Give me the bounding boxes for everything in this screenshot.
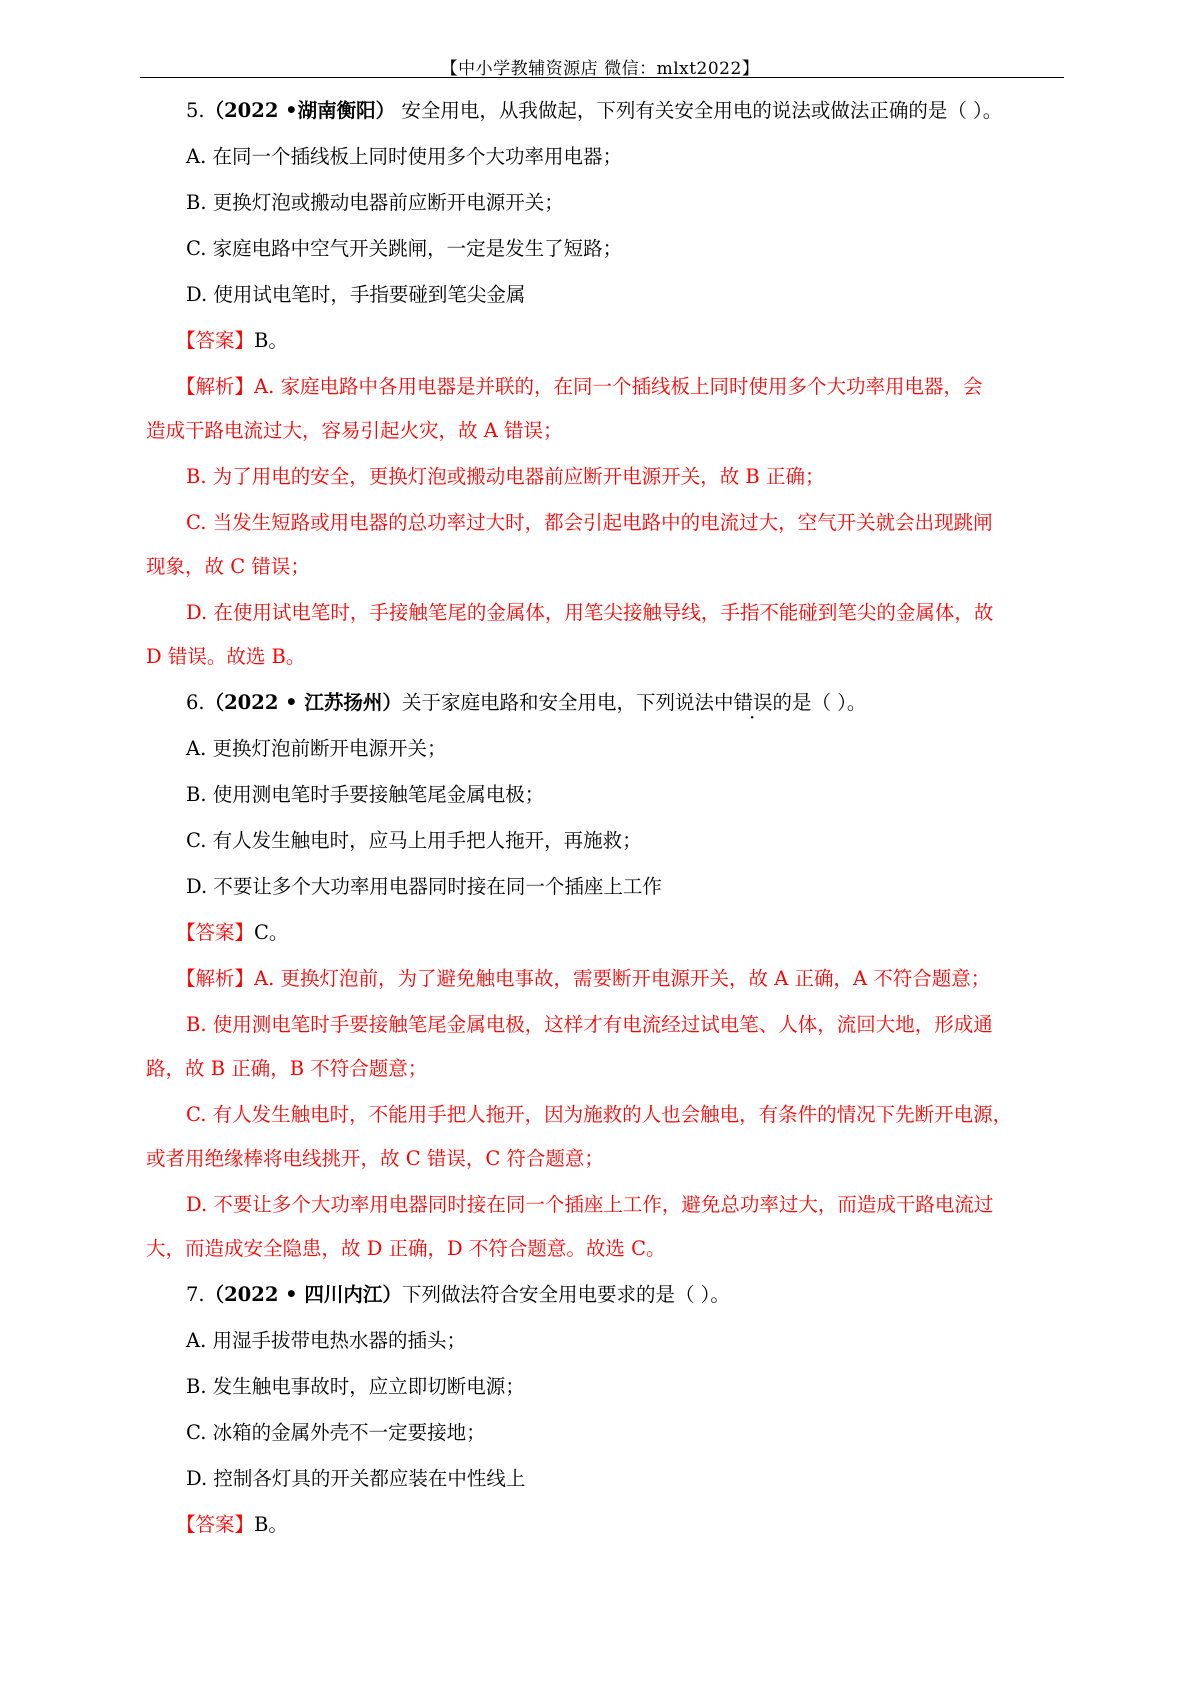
- answer-value: B。: [254, 329, 288, 352]
- document-body: [146, 96, 1064, 1556]
- answer-tag: 【答案】: [176, 1513, 255, 1536]
- option-c: C. 家庭电路中空气开关跳闸，一定是发生了短路；: [186, 237, 623, 260]
- question-number: 7.: [186, 1283, 205, 1306]
- option-b: B. 发生触电事故时，应立即切断电源；: [186, 1375, 525, 1398]
- analysis-tag: 【解析】: [176, 375, 255, 398]
- answer-line: [176, 326, 1054, 356]
- analysis-b: B. 为了用电的安全，更换灯泡或搬动电器前应断开电源开关，故 B 正确；: [186, 465, 825, 488]
- answer-line: [176, 1510, 1054, 1540]
- analysis-tag: 【解析】: [176, 967, 255, 990]
- analysis-c-line2: 现象，故 C 错误；: [146, 555, 310, 578]
- analysis-a-line1: 【解析】A. 家庭电路中各用电器是并联的，在同一个插线板上同时使用多个大功率用电器，会: [176, 375, 983, 398]
- question-text: 安全用电，从我做起，下列有关安全用电的说法或做法正确的是（ ）。: [401, 99, 1003, 122]
- question-source: （2022 •湖南衡阳）: [204, 99, 396, 122]
- question-7-stem: [186, 1280, 1064, 1310]
- question-number: 6.: [186, 691, 205, 714]
- option-b: B. 使用测电笔时手要接触笔尾金属电极；: [186, 783, 545, 806]
- option-a: A. 在同一个插线板上同时使用多个大功率用电器；: [186, 145, 622, 168]
- analysis-d-line1: D. 在使用试电笔时，手接触笔尾的金属体，用笔尖接触导线，手指不能碰到笔尖的金属体，故: [186, 601, 994, 624]
- question-6-stem: 6.（2022 • 江苏扬州）关于家庭电路和安全用电，下列说法中错误的是（ ）。: [186, 691, 867, 714]
- analysis-d-line1: D. 不要让多个大功率用电器同时接在同一个插座上工作，避免总功率过大，而造成干路电流过: [186, 1193, 994, 1216]
- question-number: 5.: [186, 99, 205, 122]
- question-source: （2022 • 四川内江）: [204, 1283, 402, 1306]
- answer-line: [176, 918, 1054, 948]
- option-c: C. 冰箱的金属外壳不一定要接地；: [186, 1421, 486, 1444]
- analysis-a-line2: 造成干路电流过大，容易引起火灾，故 A 错误；: [146, 419, 563, 442]
- answer-tag: 【答案】: [176, 921, 255, 944]
- answer-tag: 【答案】: [176, 329, 255, 352]
- analysis-d-line2: 大，而造成安全隐患，故 D 正确，D 不符合题意。故选 C。: [146, 1237, 666, 1260]
- analysis-c-line1: C. 当发生短路或用电器的总功率过大时，都会引起电路中的电流过大，空气开关就会出现跳闸: [186, 511, 993, 534]
- analysis-a: 【解析】A. 更换灯泡前，为了避免触电事故，需要断开电源开关，故 A 正确，A 不符合题意；: [176, 967, 991, 990]
- answer-value: C。: [254, 921, 289, 944]
- option-c: C. 有人发生触电时，应马上用手把人拖开，再施救；: [186, 829, 642, 852]
- answer-value: B。: [254, 1513, 288, 1536]
- page-header: 【中小学教辅资源店 微信：mlxt2022】: [440, 59, 760, 79]
- header-divider: [140, 77, 1064, 78]
- analysis-d-line2: D 错误。故选 B。: [146, 645, 306, 668]
- analysis-b-line2: 路，故 B 正确，B 不符合题意；: [146, 1057, 428, 1080]
- analysis-b-line1: B. 使用测电笔时手要接触笔尾金属电极，这样才有电流经过试电笔、人体，流回大地，形成通: [186, 1013, 993, 1036]
- analysis-c-line2: 或者用绝缘棒将电线挑开，故 C 错误，C 符合题意；: [146, 1147, 604, 1170]
- option-d: D. 使用试电笔时，手指要碰到笔尖金属: [186, 283, 526, 306]
- question-5-stem: [186, 96, 1064, 126]
- option-b: B. 更换灯泡或搬动电器前应断开电源开关；: [186, 191, 564, 214]
- option-a: A. 用湿手拔带电热水器的插头；: [186, 1329, 466, 1352]
- question-source: （2022 • 江苏扬州）: [204, 691, 402, 714]
- question-text: 下列做法符合安全用电要求的是（ ）。: [401, 1283, 730, 1306]
- option-d: D. 控制各灯具的开关都应装在中性线上: [186, 1467, 526, 1490]
- emphasized-word: 错误: [733, 691, 773, 714]
- option-d: D. 不要让多个大功率用电器同时接在同一个插座上工作: [186, 875, 662, 898]
- option-a: A. 更换灯泡前断开电源开关；: [186, 737, 447, 760]
- analysis-c-line1: C. 有人发生触电时，不能用手把人拖开，因为施救的人也会触电，有条件的情况下先断开电源，: [186, 1103, 1013, 1126]
